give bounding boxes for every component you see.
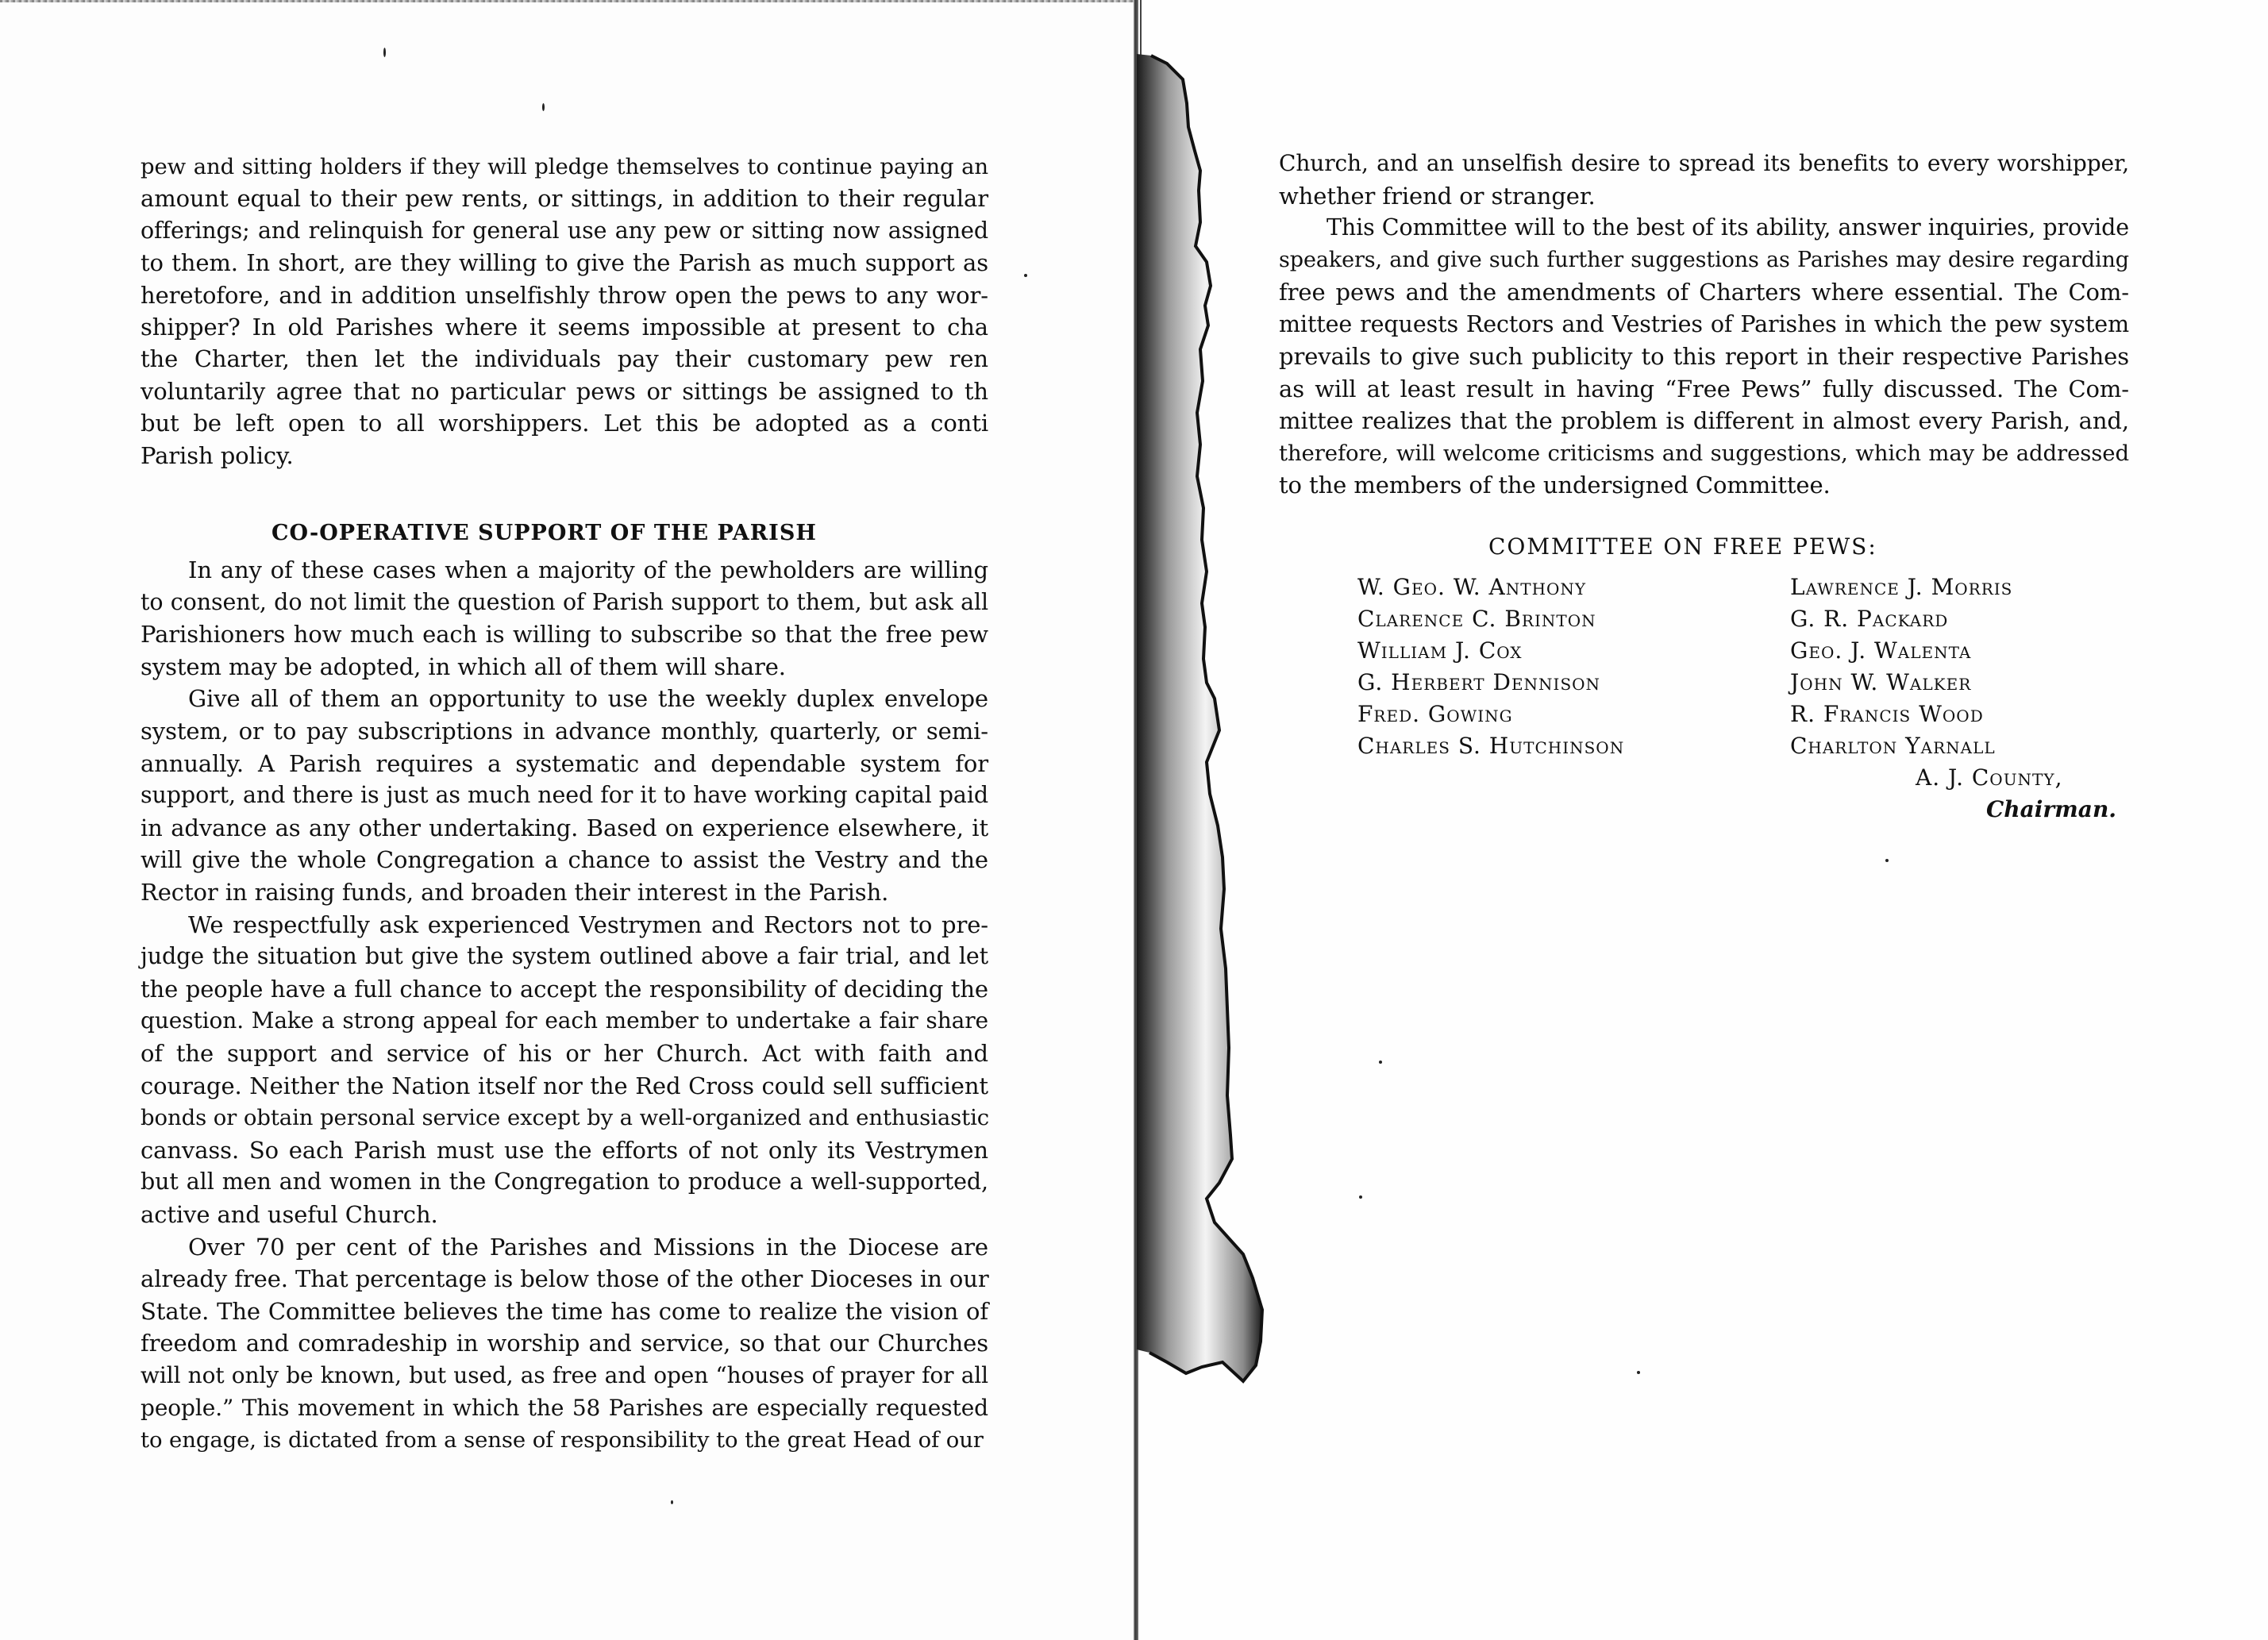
text-line: amount equal to their pew rents, or sittings, in addition to their regular: [141, 185, 988, 213]
committee-members-right: [1790, 572, 2012, 762]
text-line: system may be adopted, in which all of them will share.: [141, 653, 786, 680]
text-line: pew and sitting holders if they will pledge themselves to continue paying an: [141, 154, 988, 179]
text-line: to consent, do not limit the question of Parish support to them, but ask all: [141, 588, 988, 615]
text-line: shipper? In old Parishes where it seems impossible at present to cha: [141, 314, 988, 341]
text-line: active and useful Church.: [141, 1201, 438, 1228]
committee-member: William J. Cox: [1357, 637, 1523, 664]
text-line: but be left open to all worshippers. Let this be adopted as a conti: [141, 410, 988, 437]
text-line: speakers, and give such further suggestions as Parishes may desire regarding: [1279, 247, 2129, 272]
text-line: Parish policy.: [141, 441, 294, 469]
scan-speck: [671, 1500, 673, 1504]
text-line: therefore, will welcome criticisms and suggestions, which may be addressed: [1279, 440, 2129, 466]
text-line: people.” This movement in which the 58 Parishes are especially requested: [141, 1394, 988, 1421]
text-line: whether friend or stranger.: [1279, 182, 1596, 210]
text-line: heretofore, and in addition unselfishly throw open the pews to any wor-: [141, 281, 988, 309]
committee-member: R. Francis Wood: [1790, 701, 1984, 727]
text-line: We respectfully ask experienced Vestrymen and Rectors not to pre-: [188, 910, 988, 938]
text-line: bonds or obtain personal service except by a well-organized and enthusiastic: [141, 1105, 990, 1131]
text-line: support, and there is just as much need for it to have working capital paid: [141, 782, 988, 809]
text-line: judge the situation but give the system outlined above a fair trial, and let: [141, 943, 988, 970]
text-line: In any of these cases when a majority of the pewholders are willing: [188, 556, 988, 583]
committee-member: W. Geo. W. Anthony: [1357, 574, 1587, 600]
text-line: courage. Neither the Nation itself nor the Red Cross could sell sufficient: [141, 1072, 988, 1099]
text-line: in advance as any other undertaking. Based on experience elsewhere, it: [141, 814, 988, 841]
committee-member: Clarence C. Brinton: [1357, 606, 1596, 632]
committee-member: Charlton Yarnall: [1790, 733, 1996, 759]
scan-speck: [542, 103, 545, 111]
committee-members-left: [1357, 572, 1624, 762]
text-line: mittee realizes that the problem is different in almost every Parish, and,: [1279, 407, 2129, 434]
committee-member: Geo. J. Walenta: [1790, 637, 1972, 664]
text-line: Rector in raising funds, and broaden their interest in the Parish.: [141, 879, 889, 906]
text-line: already free. That percentage is below those of the other Dioceses in our: [141, 1265, 989, 1293]
scan-speck: [383, 48, 386, 57]
text-line: free pews and the amendments of Charters where essential. The Com-: [1279, 279, 2129, 306]
text-line: This Committee will to the best of its ability, answer inquiries, provide: [1327, 214, 2129, 241]
text-line: of the support and service of his or her Church. Act with faith and: [141, 1040, 988, 1067]
text-line: the Charter, then let the individuals pay their customary pew ren: [141, 345, 988, 373]
text-line: will not only be known, but used, as free and open “houses of prayer for all: [141, 1362, 988, 1388]
scan-speck: [1359, 1195, 1362, 1199]
scan-speck: [1024, 274, 1027, 277]
text-line: mittee requests Rectors and Vestries of Parishes in which the pew system: [1279, 310, 2129, 337]
text-line: State. The Committee believes the time has come to realize the vision of: [141, 1297, 988, 1325]
committee-member: Charles S. Hutchinson: [1357, 733, 1625, 759]
text-line: as will at least result in having “Free Pews” fully discussed. The Com-: [1279, 375, 2129, 402]
committee-title: COMMITTEE ON FREE PEWS:: [1488, 533, 1877, 560]
text-line: will give the whole Congregation a chance to assist the Vestry and the: [141, 846, 988, 874]
text-line: question. Make a strong appeal for each member to undertake a fair share: [141, 1007, 988, 1034]
committee-member: G. Herbert Dennison: [1357, 669, 1601, 695]
text-line: Church, and an unselfish desire to spread its benefits to every worshipper,: [1279, 150, 2129, 176]
chairman-title: Chairman.: [1986, 796, 2117, 822]
text-line: Parishioners how much each is willing to subscribe so that the free pew: [141, 621, 988, 649]
chairman-name: A. J. County,: [1916, 764, 2063, 791]
text-line: prevails to give such publicity to this report in their respective Parishes: [1279, 343, 2129, 370]
section-heading: CO-OPERATIVE SUPPORT OF THE PARISH: [271, 521, 817, 545]
text-line: the people have a full chance to accept the responsibility of deciding the: [141, 975, 988, 1003]
scan-speck: [1379, 1061, 1382, 1064]
committee-member: Lawrence J. Morris: [1790, 574, 2013, 600]
committee-member: John W. Walker: [1790, 669, 1972, 695]
text-line: Give all of them an opportunity to use the weekly duplex envelope: [188, 685, 988, 713]
text-line: offerings; and relinquish for general use any pew or sitting now assigned: [141, 217, 988, 244]
text-line: Over 70 per cent of the Parishes and Missions in the Diocese are: [188, 1233, 988, 1261]
scan-speck: [1885, 859, 1889, 862]
text-line: freedom and comradeship in worship and service, so that our Churches: [141, 1330, 988, 1357]
committee-member: G. R. Packard: [1790, 606, 1949, 632]
text-line: voluntarily agree that no particular pews or sittings be assigned to th: [141, 377, 988, 405]
text-line: canvass. So each Parish must use the efforts of not only its Vestrymen: [141, 1136, 988, 1164]
text-line: but all men and women in the Congregation to produce a well-supported,: [141, 1168, 988, 1195]
text-line: to the members of the undersigned Committee.: [1279, 472, 1831, 499]
text-line: to engage, is dictated from a sense of responsibility to the great Head of our: [141, 1427, 984, 1453]
committee-member: Fred. Gowing: [1357, 701, 1513, 727]
text-line: to them. In short, are they willing to give the Parish as much support as: [141, 249, 988, 277]
scan-speck: [1637, 1371, 1640, 1374]
text-line: system, or to pay subscriptions in advance monthly, quarterly, or semi-: [141, 718, 988, 745]
text-line: annually. A Parish requires a systematic and dependable system for: [141, 749, 988, 777]
